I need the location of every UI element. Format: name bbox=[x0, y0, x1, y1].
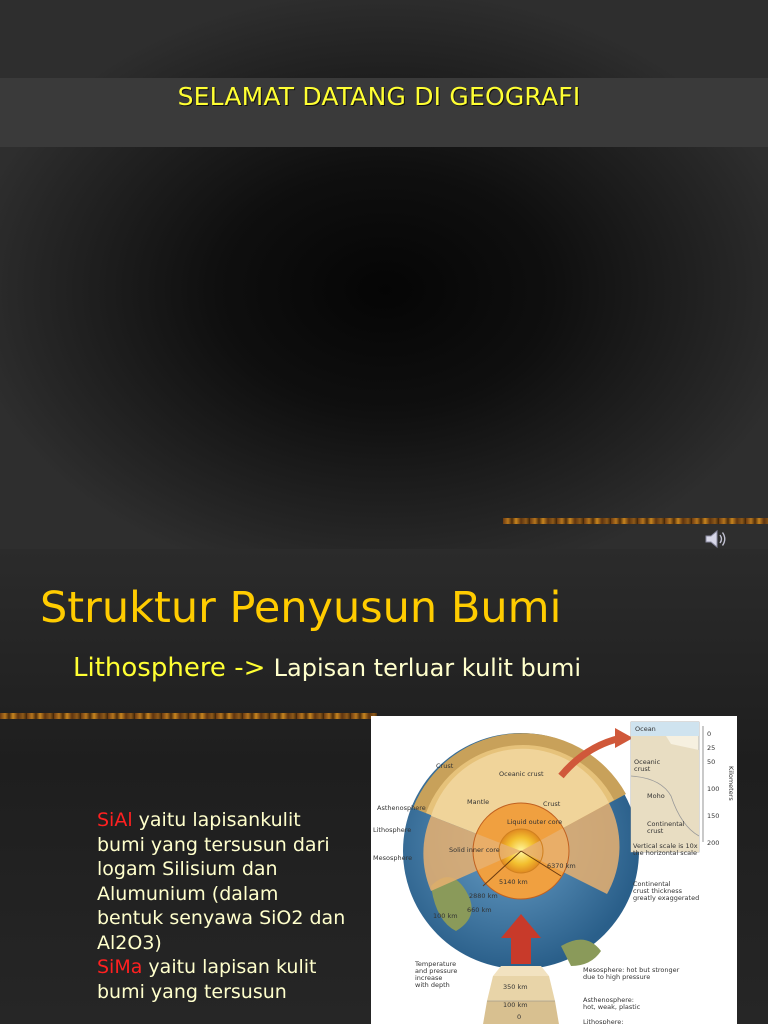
continent-shape bbox=[561, 940, 601, 966]
label-100-km: 100 km bbox=[433, 912, 458, 920]
label-2880-km: 2880 km bbox=[469, 892, 498, 900]
label-100-km-b: 100 km bbox=[503, 1001, 528, 1009]
zoom-arrowhead bbox=[615, 728, 633, 748]
term-sima: SiMa bbox=[97, 956, 143, 978]
label-5140-km: 5140 km bbox=[499, 878, 528, 886]
label-liquid-outer-core: Liquid outer core bbox=[507, 818, 563, 826]
label-mesosphere-desc: Mesosphere: hot but stronger due to high pressure bbox=[583, 966, 680, 981]
tick-200: 200 bbox=[707, 839, 720, 847]
body-text bbox=[97, 808, 347, 1004]
slide-earth-structure bbox=[0, 549, 768, 1024]
tick-50: 50 bbox=[707, 758, 716, 766]
label-temperature: Temperature and pressure increase with depth bbox=[415, 960, 458, 989]
term-sial: SiAl bbox=[97, 809, 133, 831]
decorative-bar-top-right bbox=[503, 518, 768, 524]
label-lithosphere: Lithosphere bbox=[373, 826, 412, 834]
layer-column-top bbox=[493, 966, 549, 976]
welcome-title: SELAMAT DATANG DI GEOGRAFI bbox=[177, 82, 581, 111]
label-6370-km: 6370 km bbox=[547, 862, 576, 870]
label-crust-right: Crust bbox=[543, 800, 561, 808]
tick-0: 0 bbox=[707, 730, 712, 738]
subtitle-term: Lithosphere bbox=[73, 653, 226, 683]
sial-description: yaitu lapisankulit bumi yang tersusun dari logam Silisium dan Alumunium (dalam bentuk senyawa SiO2 dan Al2O3) bbox=[97, 809, 346, 954]
earth-structure-figure bbox=[371, 716, 737, 1024]
label-crust: Crust bbox=[436, 762, 454, 770]
speaker-icon[interactable] bbox=[703, 528, 729, 549]
slide-title: Struktur Penyusun Bumi bbox=[40, 583, 562, 633]
sima-description: yaitu lapisan kulit bumi yang tersusun bbox=[97, 956, 317, 1003]
label-oceanic-crust-inset: Oceanic crust bbox=[634, 758, 661, 773]
subtitle-arrow: -> bbox=[234, 653, 266, 683]
label-asthenosphere: Asthenosphere bbox=[377, 804, 426, 812]
slide-subtitle bbox=[73, 653, 581, 683]
label-mantle: Mantle bbox=[467, 798, 490, 806]
label-solid-inner-core: Solid inner core bbox=[449, 846, 500, 854]
decorative-bar-left bbox=[0, 713, 377, 719]
tick-150: 150 bbox=[707, 812, 720, 820]
label-lithosphere-desc: Lithosphere: bbox=[583, 1018, 624, 1024]
axis-kilometers: Kilometers bbox=[727, 766, 735, 801]
label-zero: 0 bbox=[517, 1013, 522, 1021]
label-vertical-scale: Vertical scale is 10x the horizontal scale bbox=[633, 842, 698, 857]
label-asthenosphere-desc: Asthenosphere: hot, weak, plastic bbox=[583, 996, 641, 1011]
label-continental-crust: Continental crust bbox=[647, 820, 685, 835]
label-350-km: 350 km bbox=[503, 983, 528, 991]
label-ocean: Ocean bbox=[635, 725, 656, 733]
subtitle-description: Lapisan terluar kulit bumi bbox=[273, 654, 582, 682]
label-mesosphere: Mesosphere bbox=[373, 854, 413, 862]
label-oceanic-crust: Oceanic crust bbox=[499, 770, 544, 778]
earth-diagram bbox=[371, 716, 737, 1024]
tick-25: 25 bbox=[707, 744, 716, 752]
label-660-km: 660 km bbox=[467, 906, 492, 914]
tick-100: 100 bbox=[707, 785, 720, 793]
label-continental-thickness: Continental crust thickness greatly exaggerated bbox=[633, 880, 700, 902]
label-moho: Moho bbox=[647, 792, 665, 800]
